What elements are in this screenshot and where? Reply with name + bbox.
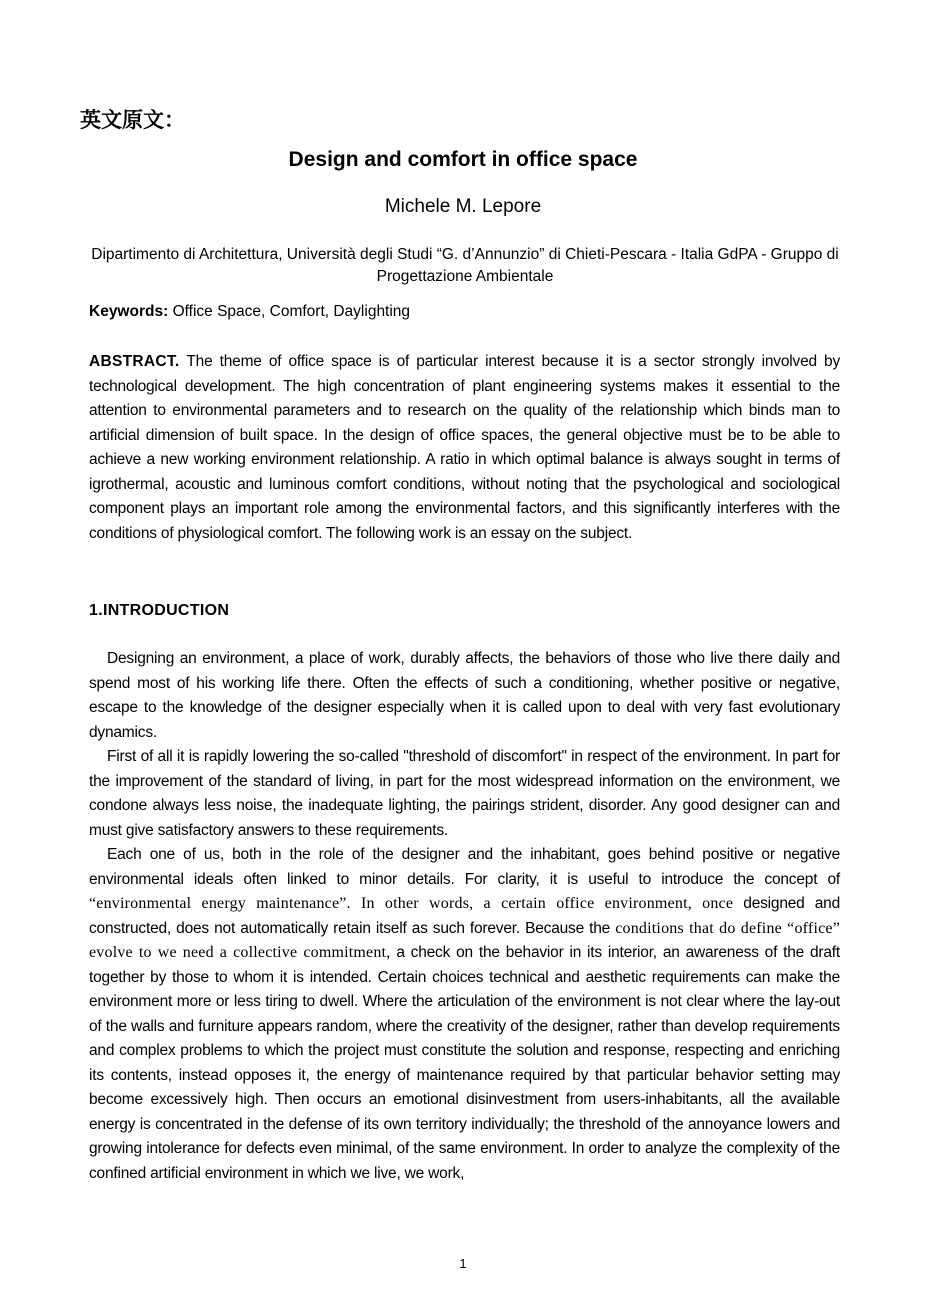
p3-part-a: Each one of us, both in the role of the designer and the inhabitant, goes behind positive or negative environmental ideals often linked to minor details. For clarity, it is useful to introduce the concept of [89, 846, 840, 888]
keywords-value: Office Space, Comfort, Daylighting [172, 303, 411, 320]
intro-paragraph-1: Designing an environment, a place of work, durably affects, the behaviors of those who live there daily and spend most of his working life there. Often the effects of such a conditioning, whether positive or negative, escape to the knowledge of the designer especially when it is called upon to deal with very fast evolutionary dynamics. [89, 650, 840, 741]
intro-paragraph-2: First of all it is rapidly lowering the so-called "threshold of discomfort" in respect of the environment. In part for the improvement of the standard of living, in part for the most widespread information on the environment, we condone always less noise, the inadequate lighting, the pairings strident, disorder. Any good designer can and must give satisfactory answers to these requirements. [89, 748, 840, 839]
p3-part-b: “environmental energy maintenance”. In other words, a certain office environment, once [89, 895, 734, 912]
p3-part-d: conditions that do define “office” evolve to we need a collective commitment, [89, 919, 840, 961]
p3-part-c: designed and constructed, does not automatically retain itself as such forever. Because the [89, 895, 840, 937]
abstract-text: The theme of office space is of particular interest because it is a sector strongly involved by technological development. The high concentration of plant engineering systems makes it essential to the attention to environmental parameters and to research on the quality of the relationship which binds man to artificial dimension of built space. In the design of office spaces, the general objective must be to be able to achieve a new working environment relationship. A ratio in which optimal balance is always sought in terms of igrothermal, acoustic and luminous comfort conditions, without noting that the psychological and sociological component plays an important role among the environmental factors, and this significantly interferes with the conditions of physiological comfort. The following work is an essay on the subject. [89, 353, 840, 542]
affiliation: Dipartimento di Architettura, Università degli Studi “G. d’Annunzio” di Chieti-Pescara - Italia GdPA - Gruppo di Progettazione Ambientale [91, 246, 839, 285]
keywords-line [89, 303, 410, 321]
keywords-label: Keywords: [89, 303, 169, 320]
intro-paragraph-3 [89, 843, 840, 1186]
abstract [89, 350, 840, 546]
introduction-body [89, 647, 840, 1186]
author-name: Michele M. Lepore [384, 196, 542, 217]
chinese-heading: 英文原文： [80, 108, 185, 132]
abstract-label: ABSTRACT. [89, 353, 180, 370]
paper-title: Design and comfort in office space [288, 148, 638, 171]
section-heading: 1.INTRODUCTION [89, 602, 230, 619]
p3-part-e: a check on the behavior in its interior, an awareness of the draft together by those to whom it is intended. Certain choices technical and aesthetic requirements can make the environment more or less tiring to dwell. Where the articulation of the environment is not clear where the lay-out of the walls and furniture appears random, where the creativity of the designer, rather than develop requirements and complex problems to which the project must constitute the solution and response, respecting and enriching its contents, instead opposes it, the energy of maintenance required by that particular behavior setting may become excessively high. Then occurs an emotional disinvestment from users-inhabitants, all the available energy is concentrated in the defense of its own territory individually; the threshold of the annoyance lowers and growing intolerance for defects even minimal, of the same environment. In order to analyze the complexity of the confined artificial environment in which we live, we work, [89, 944, 840, 1182]
page-number: 1 [459, 1256, 467, 1271]
